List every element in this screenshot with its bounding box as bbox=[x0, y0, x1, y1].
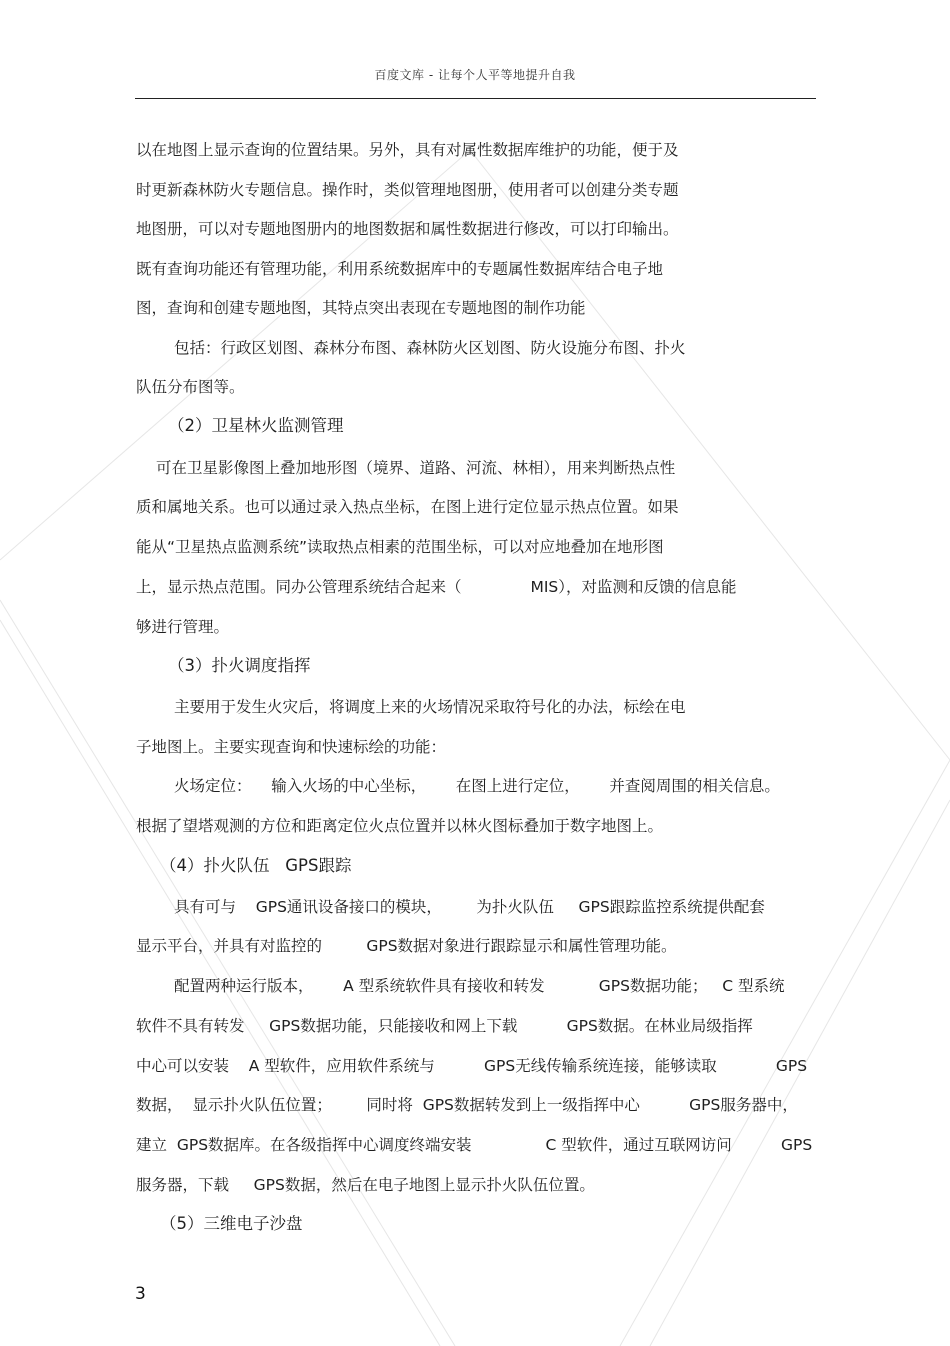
body-line-1: 以在地图上显示查询的位置结果。另外，具有对属性数据库维护的功能，便于及 bbox=[136, 141, 679, 159]
body-line-27: 服务器，下载 GPS数据，然后在电子地图上显示扑火队伍位置。 bbox=[136, 1176, 595, 1194]
body-line-16: 子地图上。主要实现查询和快速标绘的功能： bbox=[136, 738, 447, 756]
body-line-11: 能从“卫星热点监测系统”读取热点相素的范围坐标，可以对应地叠加在地形图 bbox=[136, 538, 664, 556]
section-heading-2: （2）卫星林火监测管理 bbox=[168, 416, 344, 435]
body-line-12: 上，显示热点范围。同办公管理系统结合起来（ MIS），对监测和反馈的信息能 bbox=[136, 578, 737, 596]
page-number: 3 bbox=[135, 1284, 146, 1304]
body-line-4: 既有查询功能还有管理功能，利用系统数据库中的专题属性数据库结合电子地 bbox=[136, 260, 664, 278]
body-line-7: 队伍分布图等。 bbox=[136, 378, 245, 396]
section-heading-3: （3）扑火调度指挥 bbox=[168, 656, 311, 675]
body-line-17: 火场定位： 输入火场的中心坐标， 在图上进行定位， 并查阅周围的相关信息。 bbox=[174, 777, 780, 795]
header-divider bbox=[135, 98, 816, 99]
body-line-15: 主要用于发生火灾后，将调度上来的火场情况采取符号化的办法，标绘在电 bbox=[174, 698, 686, 716]
body-line-10: 质和属地关系。也可以通过录入热点坐标，在图上进行定位显示热点位置。如果 bbox=[136, 498, 679, 516]
section-heading-5: （5）三维电子沙盘 bbox=[160, 1214, 303, 1233]
body-line-24: 中心可以安装 A 型软件，应用软件系统与 GPS无线传输系统连接，能够读取 GPS bbox=[136, 1057, 808, 1075]
body-line-22: 配置两种运行版本， A 型系统软件具有接收和转发 GPS数据功能； C 型系统 bbox=[174, 977, 785, 995]
body-line-6: 包括：行政区划图、森林分布图、森林防火区划图、防火设施分布图、扑火 bbox=[174, 339, 686, 357]
body-line-20: 具有可与 GPS通讯设备接口的模块， 为扑火队伍 GPS跟踪监控系统提供配套 bbox=[174, 898, 765, 916]
section-heading-4: （4）扑火队伍 GPS跟踪 bbox=[160, 856, 352, 875]
page-header: 百度文库 - 让每个人平等地提升自我 bbox=[374, 68, 576, 82]
body-line-25: 数据， 显示扑火队伍位置； 同时将 GPS数据转发到上一级指挥中心 GPS服务器中， bbox=[136, 1096, 798, 1114]
body-line-2: 时更新森林防火专题信息。操作时，类似管理地图册，使用者可以创建分类专题 bbox=[136, 181, 679, 199]
body-line-9: 可在卫星影像图上叠加地形图（境界、道路、河流、林相），用来判断热点性 bbox=[156, 459, 676, 477]
body-line-5: 图，查询和创建专题地图，其特点突出表现在专题地图的制作功能 bbox=[136, 299, 586, 317]
body-line-13: 够进行管理。 bbox=[136, 618, 230, 636]
body-line-23: 软件不具有转发 GPS数据功能，只能接收和网上下载 GPS数据。在林业局级指挥 bbox=[136, 1017, 753, 1035]
body-line-18: 根据了望塔观测的方位和距离定位火点位置并以林火图标叠加于数字地图上。 bbox=[136, 817, 664, 835]
body-line-21: 显示平台，并具有对监控的 GPS数据对象进行跟踪显示和属性管理功能。 bbox=[136, 937, 677, 955]
body-line-3: 地图册，可以对专题地图册内的地图数据和属性数据进行修改，可以打印输出。 bbox=[136, 220, 679, 238]
body-line-26: 建立 GPS数据库。在各级指挥中心调度终端安装 C 型软件，通过互联网访问 GPS bbox=[136, 1136, 813, 1154]
